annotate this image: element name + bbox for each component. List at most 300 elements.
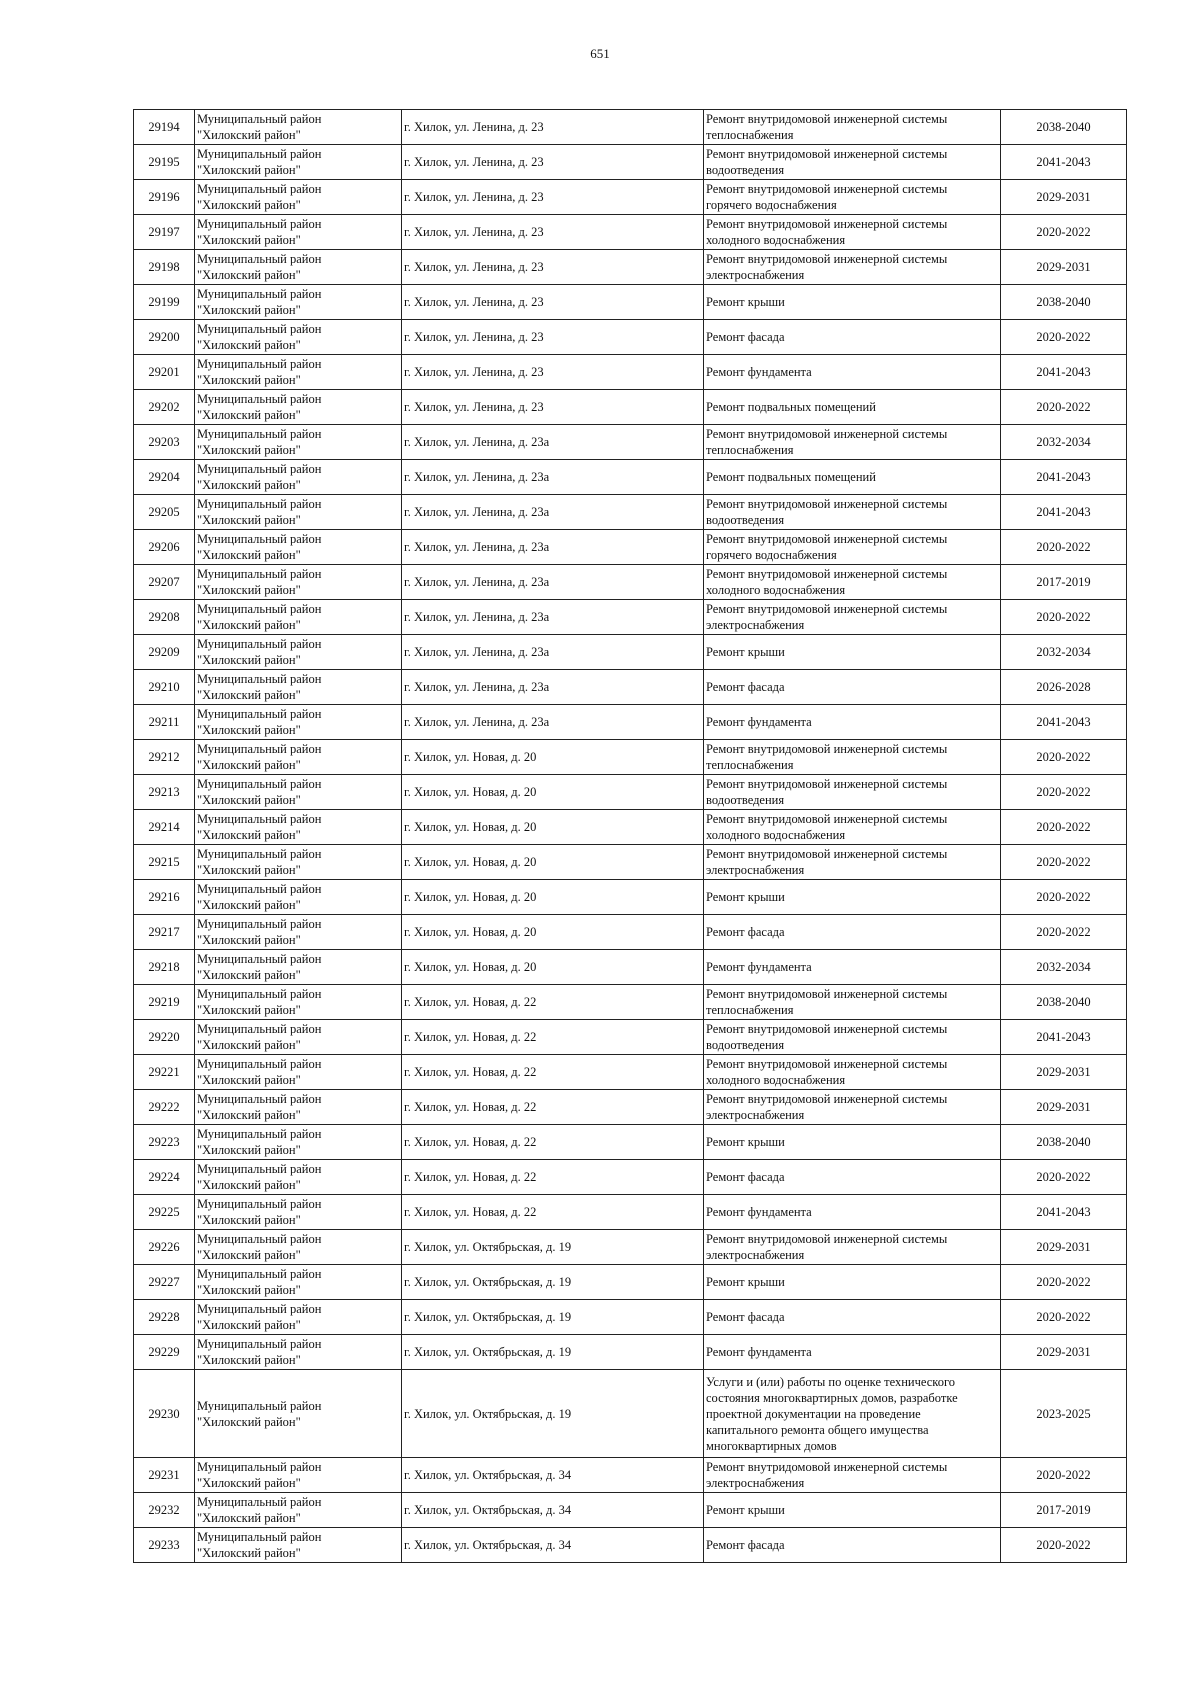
municipality-cell-text: Муниципальный район "Хилокский район" xyxy=(197,1495,322,1525)
municipality-cell xyxy=(195,705,402,740)
period-cell xyxy=(1001,1230,1127,1265)
table-row xyxy=(134,740,1127,775)
municipality-cell xyxy=(195,1090,402,1125)
period-cell-text: 2026-2028 xyxy=(1036,680,1091,694)
address-cell-text: г. Хилок, ул. Ленина, д. 23а xyxy=(404,645,550,659)
period-cell xyxy=(1001,1493,1127,1528)
work-type-cell xyxy=(704,495,1001,530)
period-cell-text: 2041-2043 xyxy=(1036,505,1091,519)
address-cell-text: г. Хилок, ул. Новая, д. 20 xyxy=(404,855,537,869)
row-number xyxy=(134,355,195,390)
municipality-cell-text: Муниципальный район "Хилокский район" xyxy=(197,252,322,282)
work-type-cell xyxy=(704,460,1001,495)
municipality-cell xyxy=(195,495,402,530)
address-cell xyxy=(402,110,704,145)
period-cell xyxy=(1001,600,1127,635)
table-row xyxy=(134,705,1127,740)
period-cell xyxy=(1001,1458,1127,1493)
table-row xyxy=(134,1493,1127,1528)
address-cell xyxy=(402,775,704,810)
period-cell-text: 2020-2022 xyxy=(1036,540,1091,554)
address-cell-text: г. Хилок, ул. Ленина, д. 23а xyxy=(404,715,550,729)
address-cell xyxy=(402,145,704,180)
work-type-cell-text: Ремонт фасада xyxy=(706,925,785,939)
address-cell-text: г. Хилок, ул. Ленина, д. 23а xyxy=(404,470,550,484)
table-row xyxy=(134,355,1127,390)
row-number-text: 29200 xyxy=(148,330,180,344)
row-number xyxy=(134,425,195,460)
work-type-cell xyxy=(704,1090,1001,1125)
work-type-cell xyxy=(704,670,1001,705)
address-cell xyxy=(402,390,704,425)
municipality-cell xyxy=(195,145,402,180)
work-type-cell xyxy=(704,530,1001,565)
period-cell xyxy=(1001,740,1127,775)
work-type-cell xyxy=(704,1195,1001,1230)
address-cell-text: г. Хилок, ул. Ленина, д. 23а xyxy=(404,435,550,449)
municipality-cell xyxy=(195,1370,402,1458)
period-cell-text: 2020-2022 xyxy=(1036,400,1091,414)
row-number-text: 29218 xyxy=(148,960,180,974)
address-cell xyxy=(402,635,704,670)
period-cell xyxy=(1001,145,1127,180)
municipality-cell xyxy=(195,1160,402,1195)
period-cell xyxy=(1001,355,1127,390)
row-number-text: 29208 xyxy=(148,610,180,624)
table-row xyxy=(134,1195,1127,1230)
address-cell-text: г. Хилок, ул. Ленина, д. 23 xyxy=(404,120,544,134)
municipality-cell-text: Муниципальный район "Хилокский район" xyxy=(197,532,322,562)
work-type-cell-text: Ремонт внутридомовой инженерной системы электроснабжения xyxy=(706,1232,948,1262)
row-number-text: 29233 xyxy=(148,1538,180,1552)
municipality-cell xyxy=(195,355,402,390)
address-cell xyxy=(402,1020,704,1055)
row-number-text: 29197 xyxy=(148,225,180,239)
row-number-text: 29214 xyxy=(148,820,180,834)
row-number xyxy=(134,1125,195,1160)
period-cell-text: 2020-2022 xyxy=(1036,855,1091,869)
table-row xyxy=(134,425,1127,460)
work-type-cell-text: Ремонт внутридомовой инженерной системы холодного водоснабжения xyxy=(706,1057,948,1087)
work-type-cell xyxy=(704,1125,1001,1160)
municipality-cell-text: Муниципальный район "Хилокский район" xyxy=(197,637,322,667)
period-cell xyxy=(1001,1335,1127,1370)
address-cell xyxy=(402,1195,704,1230)
period-cell xyxy=(1001,1195,1127,1230)
address-cell-text: г. Хилок, ул. Новая, д. 20 xyxy=(404,925,537,939)
table-row xyxy=(134,250,1127,285)
row-number-text: 29209 xyxy=(148,645,180,659)
work-type-cell-text: Ремонт крыши xyxy=(706,295,785,309)
address-cell xyxy=(402,425,704,460)
municipality-cell xyxy=(195,180,402,215)
work-type-cell xyxy=(704,775,1001,810)
municipality-cell-text: Муниципальный район "Хилокский район" xyxy=(197,1460,322,1490)
municipality-cell-text: Муниципальный район "Хилокский район" xyxy=(197,1302,322,1332)
address-cell-text: г. Хилок, ул. Октябрьская, д. 34 xyxy=(404,1468,572,1482)
municipality-cell-text: Муниципальный район "Хилокский район" xyxy=(197,672,322,702)
municipality-cell-text: Муниципальный район "Хилокский район" xyxy=(197,847,322,877)
address-cell xyxy=(402,530,704,565)
period-cell-text: 2041-2043 xyxy=(1036,1030,1091,1044)
period-cell-text: 2020-2022 xyxy=(1036,1468,1091,1482)
row-number-text: 29232 xyxy=(148,1503,180,1517)
page-number: 651 xyxy=(590,46,610,61)
row-number-text: 29194 xyxy=(148,120,180,134)
municipality-cell-text: Муниципальный район "Хилокский район" xyxy=(197,1337,322,1367)
row-number xyxy=(134,670,195,705)
row-number-text: 29231 xyxy=(148,1468,180,1482)
row-number xyxy=(134,705,195,740)
period-cell xyxy=(1001,110,1127,145)
work-type-cell-text: Ремонт фасада xyxy=(706,330,785,344)
municipality-cell xyxy=(195,460,402,495)
work-type-cell-text: Ремонт внутридомовой инженерной системы теплоснабжения xyxy=(706,987,948,1017)
row-number xyxy=(134,1195,195,1230)
municipality-cell-text: Муниципальный район "Хилокский район" xyxy=(197,882,322,912)
row-number-text: 29201 xyxy=(148,365,180,379)
municipality-cell xyxy=(195,810,402,845)
municipality-cell-text: Муниципальный район "Хилокский район" xyxy=(197,1267,322,1297)
period-cell xyxy=(1001,1160,1127,1195)
municipality-cell-text: Муниципальный район "Хилокский район" xyxy=(197,392,322,422)
work-type-cell xyxy=(704,1265,1001,1300)
period-cell-text: 2029-2031 xyxy=(1036,260,1091,274)
period-cell-text: 2020-2022 xyxy=(1036,330,1091,344)
period-cell-text: 2029-2031 xyxy=(1036,1345,1091,1359)
row-number xyxy=(134,1230,195,1265)
work-type-cell xyxy=(704,1055,1001,1090)
period-cell xyxy=(1001,635,1127,670)
period-cell-text: 2020-2022 xyxy=(1036,225,1091,239)
work-type-cell xyxy=(704,740,1001,775)
row-number xyxy=(134,740,195,775)
work-type-cell xyxy=(704,1160,1001,1195)
period-cell-text: 2038-2040 xyxy=(1036,120,1091,134)
period-cell-text: 2041-2043 xyxy=(1036,470,1091,484)
row-number xyxy=(134,285,195,320)
table-row xyxy=(134,810,1127,845)
table-row xyxy=(134,565,1127,600)
municipality-cell-text: Муниципальный район "Хилокский район" xyxy=(197,777,322,807)
period-cell-text: 2020-2022 xyxy=(1036,1310,1091,1324)
work-type-cell-text: Ремонт внутридомовой инженерной системы электроснабжения xyxy=(706,847,948,877)
period-cell xyxy=(1001,180,1127,215)
row-number-text: 29217 xyxy=(148,925,180,939)
table-row xyxy=(134,845,1127,880)
row-number xyxy=(134,320,195,355)
table-row xyxy=(134,285,1127,320)
address-cell-text: г. Хилок, ул. Новая, д. 20 xyxy=(404,890,537,904)
address-cell xyxy=(402,1300,704,1335)
row-number-text: 29202 xyxy=(148,400,180,414)
municipality-cell-text: Муниципальный район "Хилокский район" xyxy=(197,497,322,527)
municipality-cell-text: Муниципальный район "Хилокский район" xyxy=(197,917,322,947)
row-number-text: 29210 xyxy=(148,680,180,694)
address-cell xyxy=(402,705,704,740)
address-cell-text: г. Хилок, ул. Октябрьская, д. 19 xyxy=(404,1345,572,1359)
period-cell xyxy=(1001,460,1127,495)
address-cell xyxy=(402,285,704,320)
row-number-text: 29211 xyxy=(148,715,180,729)
municipality-cell xyxy=(195,775,402,810)
row-number xyxy=(134,1458,195,1493)
address-cell xyxy=(402,250,704,285)
municipality-cell xyxy=(195,845,402,880)
table-row xyxy=(134,670,1127,705)
table-row xyxy=(134,495,1127,530)
period-cell-text: 2041-2043 xyxy=(1036,155,1091,169)
work-type-cell xyxy=(704,915,1001,950)
address-cell-text: г. Хилок, ул. Новая, д. 20 xyxy=(404,785,537,799)
address-cell-text: г. Хилок, ул. Ленина, д. 23 xyxy=(404,330,544,344)
address-cell xyxy=(402,495,704,530)
municipality-cell xyxy=(195,1458,402,1493)
work-type-cell-text: Ремонт внутридомовой инженерной системы водоотведения xyxy=(706,147,948,177)
row-number-text: 29226 xyxy=(148,1240,180,1254)
row-number-text: 29227 xyxy=(148,1275,180,1289)
municipality-cell xyxy=(195,110,402,145)
work-type-cell-text: Ремонт внутридомовой инженерной системы водоотведения xyxy=(706,497,948,527)
table-row xyxy=(134,880,1127,915)
period-cell-text: 2041-2043 xyxy=(1036,1205,1091,1219)
period-cell-text: 2020-2022 xyxy=(1036,1538,1091,1552)
table-row xyxy=(134,600,1127,635)
address-cell-text: г. Хилок, ул. Новая, д. 22 xyxy=(404,1170,537,1184)
address-cell-text: г. Хилок, ул. Октябрьская, д. 19 xyxy=(404,1310,572,1324)
address-cell xyxy=(402,740,704,775)
address-cell xyxy=(402,320,704,355)
row-number xyxy=(134,215,195,250)
period-cell-text: 2020-2022 xyxy=(1036,1170,1091,1184)
work-type-cell xyxy=(704,1493,1001,1528)
table-row xyxy=(134,110,1127,145)
period-cell xyxy=(1001,1090,1127,1125)
period-cell xyxy=(1001,670,1127,705)
period-cell xyxy=(1001,1125,1127,1160)
address-cell xyxy=(402,845,704,880)
work-type-cell xyxy=(704,110,1001,145)
work-type-cell-text: Ремонт внутридомовой инженерной системы электроснабжения xyxy=(706,602,948,632)
table-row xyxy=(134,1125,1127,1160)
municipality-cell xyxy=(195,1195,402,1230)
municipality-cell-text: Муниципальный район "Хилокский район" xyxy=(197,742,322,772)
table-row xyxy=(134,1300,1127,1335)
municipality-cell-text: Муниципальный район "Хилокский район" xyxy=(197,1022,322,1052)
period-cell xyxy=(1001,285,1127,320)
address-cell-text: г. Хилок, ул. Новая, д. 22 xyxy=(404,1030,537,1044)
work-type-cell-text: Ремонт фасада xyxy=(706,680,785,694)
period-cell xyxy=(1001,915,1127,950)
municipality-cell xyxy=(195,670,402,705)
period-cell-text: 2020-2022 xyxy=(1036,785,1091,799)
work-type-cell-text: Ремонт внутридомовой инженерной системы теплоснабжения xyxy=(706,112,948,142)
table-row xyxy=(134,1265,1127,1300)
work-type-cell xyxy=(704,320,1001,355)
capital-repair-table xyxy=(133,109,1127,1563)
work-type-cell-text: Ремонт внутридомовой инженерной системы горячего водоснабжения xyxy=(706,182,948,212)
address-cell-text: г. Хилок, ул. Октябрьская, д. 19 xyxy=(404,1275,572,1289)
period-cell xyxy=(1001,530,1127,565)
municipality-cell-text: Муниципальный район "Хилокский район" xyxy=(197,217,322,247)
municipality-cell xyxy=(195,390,402,425)
municipality-cell-text: Муниципальный район "Хилокский район" xyxy=(197,987,322,1017)
address-cell-text: г. Хилок, ул. Ленина, д. 23 xyxy=(404,225,544,239)
work-type-cell-text: Ремонт фундамента xyxy=(706,715,812,729)
address-cell-text: г. Хилок, ул. Ленина, д. 23 xyxy=(404,295,544,309)
period-cell xyxy=(1001,880,1127,915)
address-cell xyxy=(402,460,704,495)
table-row xyxy=(134,1528,1127,1563)
row-number xyxy=(134,1055,195,1090)
row-number xyxy=(134,565,195,600)
address-cell-text: г. Хилок, ул. Новая, д. 20 xyxy=(404,820,537,834)
work-type-cell xyxy=(704,1020,1001,1055)
period-cell xyxy=(1001,985,1127,1020)
municipality-cell-text: Муниципальный район "Хилокский район" xyxy=(197,1232,322,1262)
address-cell-text: г. Хилок, ул. Ленина, д. 23а xyxy=(404,505,550,519)
work-type-cell-text: Ремонт фундамента xyxy=(706,1345,812,1359)
municipality-cell xyxy=(195,1230,402,1265)
period-cell-text: 2020-2022 xyxy=(1036,925,1091,939)
address-cell-text: г. Хилок, ул. Ленина, д. 23а xyxy=(404,680,550,694)
address-cell-text: г. Хилок, ул. Ленина, д. 23 xyxy=(404,400,544,414)
row-number-text: 29224 xyxy=(148,1170,180,1184)
address-cell xyxy=(402,670,704,705)
address-cell xyxy=(402,1335,704,1370)
row-number xyxy=(134,145,195,180)
period-cell-text: 2038-2040 xyxy=(1036,1135,1091,1149)
table-row xyxy=(134,390,1127,425)
municipality-cell-text: Муниципальный район "Хилокский район" xyxy=(197,357,322,387)
work-type-cell xyxy=(704,1370,1001,1458)
row-number-text: 29228 xyxy=(148,1310,180,1324)
row-number xyxy=(134,775,195,810)
table-row xyxy=(134,1055,1127,1090)
row-number-text: 29223 xyxy=(148,1135,180,1149)
work-type-cell-text: Ремонт крыши xyxy=(706,1275,785,1289)
municipality-cell xyxy=(195,915,402,950)
address-cell xyxy=(402,915,704,950)
row-number xyxy=(134,495,195,530)
work-type-cell-text: Ремонт внутридомовой инженерной системы электроснабжения xyxy=(706,252,948,282)
work-type-cell-text: Ремонт внутридомовой инженерной системы горячего водоснабжения xyxy=(706,532,948,562)
work-type-cell-text: Ремонт крыши xyxy=(706,1503,785,1517)
municipality-cell xyxy=(195,950,402,985)
work-type-cell-text: Ремонт внутридомовой инженерной системы теплоснабжения xyxy=(706,427,948,457)
work-type-cell xyxy=(704,180,1001,215)
row-number-text: 29198 xyxy=(148,260,180,274)
row-number xyxy=(134,460,195,495)
row-number xyxy=(134,1300,195,1335)
period-cell xyxy=(1001,250,1127,285)
municipality-cell xyxy=(195,600,402,635)
municipality-cell-text: Муниципальный район "Хилокский район" xyxy=(197,1530,322,1560)
row-number-text: 29213 xyxy=(148,785,180,799)
table-row xyxy=(134,180,1127,215)
row-number-text: 29219 xyxy=(148,995,180,1009)
period-cell xyxy=(1001,1020,1127,1055)
table-row xyxy=(134,1090,1127,1125)
row-number-text: 29212 xyxy=(148,750,180,764)
address-cell xyxy=(402,1160,704,1195)
row-number xyxy=(134,390,195,425)
municipality-cell xyxy=(195,740,402,775)
period-cell-text: 2032-2034 xyxy=(1036,435,1091,449)
table-row xyxy=(134,1160,1127,1195)
work-type-cell xyxy=(704,425,1001,460)
municipality-cell-text: Муниципальный район "Хилокский район" xyxy=(197,112,322,142)
address-cell xyxy=(402,180,704,215)
municipality-cell xyxy=(195,530,402,565)
row-number-text: 29225 xyxy=(148,1205,180,1219)
row-number xyxy=(134,845,195,880)
address-cell-text: г. Хилок, ул. Октябрьская, д. 19 xyxy=(404,1406,572,1421)
table-row xyxy=(134,985,1127,1020)
address-cell-text: г. Хилок, ул. Октябрьская, д. 19 xyxy=(404,1240,572,1254)
row-number-text: 29222 xyxy=(148,1100,180,1114)
work-type-cell-text: Услуги и (или) работы по оценке технического состояния многоквартирных домов, разработке проектной документации на проведение капитального ремонта общего имущества многоквартирных домов xyxy=(706,1374,958,1453)
address-cell xyxy=(402,1493,704,1528)
table-row xyxy=(134,635,1127,670)
municipality-cell-text: Муниципальный район "Хилокский район" xyxy=(197,812,322,842)
address-cell-text: г. Хилок, ул. Октябрьская, д. 34 xyxy=(404,1503,572,1517)
row-number-text: 29203 xyxy=(148,435,180,449)
municipality-cell xyxy=(195,250,402,285)
period-cell xyxy=(1001,1265,1127,1300)
address-cell xyxy=(402,1125,704,1160)
municipality-cell xyxy=(195,1265,402,1300)
period-cell xyxy=(1001,775,1127,810)
row-number xyxy=(134,1265,195,1300)
work-type-cell-text: Ремонт фундамента xyxy=(706,365,812,379)
table-row xyxy=(134,215,1127,250)
address-cell xyxy=(402,1370,704,1458)
municipality-cell-text: Муниципальный район "Хилокский район" xyxy=(197,1197,322,1227)
municipality-cell xyxy=(195,880,402,915)
municipality-cell-text: Муниципальный район "Хилокский район" xyxy=(197,567,322,597)
row-number xyxy=(134,600,195,635)
municipality-cell-text: Муниципальный район "Хилокский район" xyxy=(197,1127,322,1157)
address-cell xyxy=(402,1230,704,1265)
municipality-cell-text: Муниципальный район "Хилокский район" xyxy=(197,322,322,352)
period-cell-text: 2032-2034 xyxy=(1036,960,1091,974)
address-cell-text: г. Хилок, ул. Новая, д. 22 xyxy=(404,1065,537,1079)
row-number xyxy=(134,880,195,915)
address-cell-text: г. Хилок, ул. Ленина, д. 23 xyxy=(404,155,544,169)
period-cell-text: 2041-2043 xyxy=(1036,365,1091,379)
address-cell xyxy=(402,1528,704,1563)
period-cell xyxy=(1001,810,1127,845)
period-cell xyxy=(1001,845,1127,880)
table-row xyxy=(134,320,1127,355)
municipality-cell-text: Муниципальный район "Хилокский район" xyxy=(197,1398,322,1429)
work-type-cell xyxy=(704,985,1001,1020)
period-cell-text: 2038-2040 xyxy=(1036,295,1091,309)
row-number xyxy=(134,180,195,215)
period-cell xyxy=(1001,320,1127,355)
municipality-cell-text: Муниципальный район "Хилокский район" xyxy=(197,707,322,737)
work-type-cell xyxy=(704,1230,1001,1265)
row-number xyxy=(134,915,195,950)
municipality-cell-text: Муниципальный район "Хилокский район" xyxy=(197,147,322,177)
work-type-cell xyxy=(704,565,1001,600)
municipality-cell xyxy=(195,425,402,460)
work-type-cell-text: Ремонт фасада xyxy=(706,1310,785,1324)
work-type-cell xyxy=(704,1335,1001,1370)
address-cell xyxy=(402,950,704,985)
period-cell-text: 2038-2040 xyxy=(1036,995,1091,1009)
